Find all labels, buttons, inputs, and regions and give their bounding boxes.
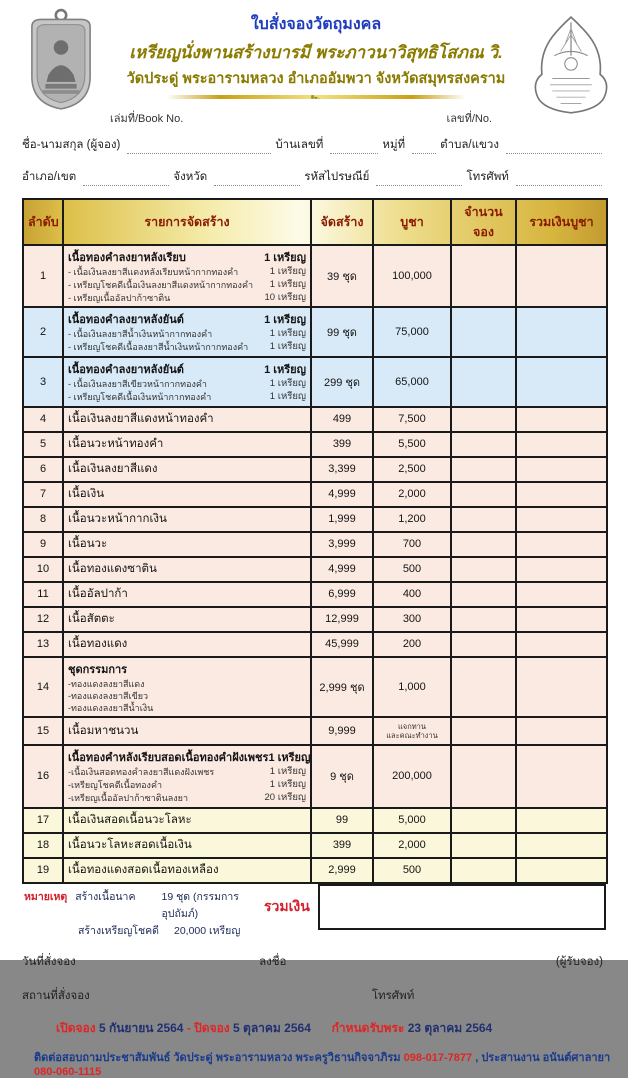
row-made-cell: 499 — [311, 407, 373, 432]
row-made-cell: 299 ชุด — [311, 357, 373, 407]
sub-item-name: - เหรียญโชคดีเนื้อเงินหน้ากากทองคำ — [68, 391, 212, 402]
remark-line2-right: 20,000 เหรียญ — [174, 924, 241, 937]
row-made-cell: 9,999 — [311, 717, 373, 745]
row-made-cell: 99 ชุด — [311, 307, 373, 357]
order-table — [22, 198, 608, 884]
table-row — [23, 532, 607, 557]
item-title-line — [68, 248, 306, 266]
item-sub-line — [68, 779, 306, 792]
row-no-cell: 18 — [23, 833, 63, 858]
item-title: เนื้อทองแดง — [68, 638, 128, 651]
item-title: เนื้อเงิน — [68, 488, 105, 501]
row-total-cell — [516, 582, 607, 607]
sub-item-qty: 1 เหรียญ — [269, 378, 306, 390]
row-item-cell — [63, 808, 311, 833]
row-qty-order-cell — [451, 808, 516, 833]
row-price-cell: 75,000 — [373, 307, 451, 357]
temple-title: วัดประดู่ พระอารามหลวง อำเภออัมพวา จังหวัดสมุทรสงคราม — [126, 71, 506, 87]
receive-value: 23 ตุลาคม 2564 — [407, 1020, 493, 1035]
row-price-cell: 7,500 — [373, 407, 451, 432]
row-total-cell — [516, 507, 607, 532]
row-no-cell: 15 — [23, 717, 63, 745]
item-title-line — [68, 310, 306, 328]
place-line — [0, 987, 628, 1005]
house-no-field — [330, 141, 378, 154]
row-total-cell — [516, 657, 607, 717]
table-row — [23, 657, 607, 717]
item-sub-line — [68, 702, 306, 714]
total-amount-box — [318, 884, 606, 930]
dash: - — [186, 1020, 191, 1035]
row-qty-order-cell — [451, 858, 516, 883]
no-label: เลขที่/No. — [446, 113, 492, 125]
row-price-cell: 1,000 — [373, 657, 451, 717]
item-sub-line — [68, 266, 306, 279]
row-total-cell — [516, 307, 607, 357]
row-no-cell: 2 — [23, 307, 63, 357]
row-item-cell — [63, 607, 311, 632]
contact-text-1: ติดต่อสอบถามประชาสัมพันธ์ วัดประดู่ พระอารามหลวง พระครูวิธานกิจจาภิรม — [34, 1051, 401, 1064]
row-qty-order-cell — [451, 457, 516, 482]
row-made-cell: 4,999 — [311, 482, 373, 507]
item-title: เนื้อเงินลงยาสีแดง — [68, 463, 158, 476]
row-no-cell: 17 — [23, 808, 63, 833]
col-header-item: รายการจัดสร้าง — [63, 199, 311, 245]
house-no-label: บ้านเลขที่ — [275, 139, 324, 151]
item-sub-line — [68, 341, 306, 354]
row-made-cell: 399 — [311, 833, 373, 858]
sub-item-qty: 20 เหรียญ — [264, 791, 306, 803]
sub-item-name: -เนื้อเงินสอดทองคำลงยาสีแดงฝังเพชร — [68, 767, 215, 778]
row-price-cell — [373, 717, 451, 745]
row-no-cell: 19 — [23, 858, 63, 883]
contact-phone-2: 080-060-1115 — [34, 1065, 102, 1078]
row-price-cell: 300 — [373, 607, 451, 632]
subdistrict-field — [506, 141, 602, 154]
row-item-cell — [63, 858, 311, 883]
table-row — [23, 482, 607, 507]
total-section — [22, 884, 606, 939]
table-row — [23, 717, 607, 745]
sub-item-qty: 1 เหรียญ — [269, 341, 306, 353]
sub-item-name: -เหรียญเนื้ออัลปาก้าซาตินลงยา — [68, 792, 189, 803]
row-item-cell — [63, 582, 311, 607]
price-note-line: และคณะทำงาน — [386, 731, 438, 741]
row-no-cell: 8 — [23, 507, 63, 532]
item-title: เนื้อเงินสอดเนื้อนวะโลหะ — [68, 814, 192, 827]
order-place-field — [97, 992, 368, 1005]
item-title: เนื้อทองคำลงยาหลังเรียบ — [68, 252, 186, 264]
row-no-cell: 4 — [23, 407, 63, 432]
table-row — [23, 457, 607, 482]
item-sub-line — [68, 279, 306, 292]
row-item-cell — [63, 457, 311, 482]
row-no-cell: 3 — [23, 357, 63, 407]
total-label: รวมเงิน — [264, 897, 310, 914]
row-total-cell — [516, 858, 607, 883]
sub-item-qty: 1 เหรียญ — [269, 766, 306, 778]
row-made-cell: 6,999 — [311, 582, 373, 607]
row-made-cell: 12,999 — [311, 607, 373, 632]
table-row — [23, 507, 607, 532]
item-title-qty: 1 เหรียญ — [264, 364, 306, 377]
order-table-body — [23, 245, 607, 883]
postcode-label: รหัสไปรษณีย์ — [304, 171, 370, 183]
row-price-cell: 100,000 — [373, 245, 451, 307]
table-row — [23, 582, 607, 607]
row-qty-order-cell — [451, 407, 516, 432]
row-qty-order-cell — [451, 717, 516, 745]
item-title: ชุดกรรมการ — [68, 663, 128, 676]
row-no-cell: 7 — [23, 482, 63, 507]
sub-item-name: - เนื้อเงินลงยาสีเขียวหน้ากากทองคำ — [68, 379, 207, 390]
row-item-cell — [63, 632, 311, 657]
open-value: 5 กันยายน 2564 — [98, 1020, 184, 1035]
province-label: จังหวัด — [173, 171, 208, 183]
row-qty-order-cell — [451, 482, 516, 507]
moo-field — [412, 141, 436, 154]
order-table-header — [23, 199, 607, 245]
item-sub-line — [68, 690, 306, 702]
row-item-cell — [63, 245, 311, 307]
signer-label: (ผู้รับจอง) — [555, 955, 603, 968]
row-total-cell — [516, 632, 607, 657]
col-header-total: รวมเงินบูชา — [516, 199, 607, 245]
item-title-line — [68, 360, 306, 378]
schedule-line — [56, 1019, 628, 1038]
row-no-cell: 10 — [23, 557, 63, 582]
row-qty-order-cell — [451, 607, 516, 632]
row-total-cell — [516, 245, 607, 307]
sub-item-qty: 1 เหรียญ — [269, 278, 306, 290]
table-row — [23, 632, 607, 657]
item-title-line — [68, 660, 306, 678]
row-price-cell: 5,500 — [373, 432, 451, 457]
item-title: เนื้อมหาชนวน — [68, 725, 139, 738]
row-item-cell — [63, 745, 311, 807]
item-sub-line — [68, 391, 306, 404]
item-title: เนื้อทองคำลงยาหลังยันต์ — [68, 314, 184, 327]
row-made-cell: 2,999 ชุด — [311, 657, 373, 717]
contact-phone-label: โทรศัพท์ — [371, 989, 415, 1002]
table-row — [23, 745, 607, 807]
row-item-cell — [63, 532, 311, 557]
row-item-cell — [63, 557, 311, 582]
sub-item-name: -ทองแดงลงยาสีแดง — [68, 678, 145, 689]
row-no-cell: 1 — [23, 245, 63, 307]
receive-label: กำหนดรับพระ — [331, 1020, 405, 1035]
row-item-cell — [63, 657, 311, 717]
col-header-made: จัดสร้าง — [311, 199, 373, 245]
contact-phone-1: 098-017-7877 — [403, 1051, 473, 1064]
header-titles — [104, 8, 528, 125]
row-item-cell — [63, 407, 311, 432]
remark-label: หมายเหตุ — [24, 890, 68, 903]
table-row — [23, 432, 607, 457]
row-qty-order-cell — [451, 632, 516, 657]
item-title: เนื้อนวะหน้าทองคำ — [68, 438, 164, 451]
item-sub-line — [68, 378, 306, 391]
row-price-cell: 500 — [373, 858, 451, 883]
name-field — [127, 141, 271, 154]
sub-item-qty: 1 เหรียญ — [269, 778, 306, 790]
gold-divider — [166, 92, 466, 101]
phone-label: โทรศัพท์ — [466, 171, 509, 183]
table-row — [23, 557, 607, 582]
row-total-cell — [516, 808, 607, 833]
sub-item-name: - เนื้อเงินลงยาสีแดงหลังเรียบหน้ากากทองคำ — [68, 267, 239, 277]
sub-item-name: -เหรียญโชคดีเนื้อทองคำ — [68, 779, 163, 790]
item-title: เนื้อสัตตะ — [68, 613, 115, 626]
close-label: ปิดจอง — [194, 1020, 230, 1035]
row-qty-order-cell — [451, 245, 516, 307]
sign-field — [293, 958, 551, 971]
row-no-cell: 13 — [23, 632, 63, 657]
row-total-cell — [516, 833, 607, 858]
item-title-line — [68, 748, 311, 766]
phone-field — [516, 173, 602, 186]
book-number-line — [104, 109, 528, 127]
order-date-field — [83, 958, 255, 971]
row-item-cell — [63, 307, 311, 357]
row-made-cell: 3,999 — [311, 532, 373, 557]
row-price-cell: 2,000 — [373, 833, 451, 858]
item-sub-line — [68, 328, 306, 341]
item-title: เนื้อเงินลงยาสีแดงหน้าทองคำ — [68, 413, 214, 426]
row-total-cell — [516, 532, 607, 557]
row-item-cell — [63, 432, 311, 457]
row-total-cell — [516, 357, 607, 407]
row-item-cell — [63, 357, 311, 407]
row-price-cell: 2,000 — [373, 482, 451, 507]
sub-item-qty: 1 เหรียญ — [269, 390, 306, 402]
sign-label: ลงชื่อ — [259, 955, 287, 968]
sub-item-name: - เหรียญโชคดีเนื้อเงินลงยาสีแดงหน้ากากทองคำ — [68, 279, 254, 290]
sub-item-name: -ทองแดงลงยาสีน้ำเงิน — [68, 702, 154, 713]
item-sub-line — [68, 678, 306, 690]
sub-item-name: - เหรียญโชคดีเนื้อลงยาสีน้ำเงินหน้ากากทองคำ — [68, 342, 249, 353]
col-header-qty-order: จำนวนจอง — [451, 199, 516, 245]
remark-block — [22, 884, 264, 939]
row-item-cell — [63, 507, 311, 532]
row-qty-order-cell — [451, 307, 516, 357]
row-made-cell: 399 — [311, 432, 373, 457]
item-title: เนื้อนวะ — [68, 538, 108, 551]
row-made-cell: 45,999 — [311, 632, 373, 657]
table-row — [23, 357, 607, 407]
row-qty-order-cell — [451, 432, 516, 457]
name-label: ชื่อ-นามสกุล (ผู้จอง) — [22, 139, 121, 151]
contact-phone-field — [421, 992, 602, 1005]
row-made-cell: 3,399 — [311, 457, 373, 482]
row-qty-order-cell — [451, 357, 516, 407]
row-total-cell — [516, 717, 607, 745]
remark-line2-left: สร้างเหรียญโชคดี — [78, 924, 159, 937]
table-row — [23, 407, 607, 432]
sub-item-qty: 1 เหรียญ — [269, 266, 306, 277]
sub-item-name: - เหรียญเนื้ออัลปาก้าซาติน — [68, 292, 171, 303]
row-item-cell — [63, 833, 311, 858]
contact-separator: , — [475, 1051, 482, 1064]
table-row — [23, 307, 607, 357]
row-item-cell — [63, 717, 311, 745]
item-title-qty: 1 เหรียญ — [268, 752, 311, 765]
row-no-cell: 14 — [23, 657, 63, 717]
row-qty-order-cell — [451, 532, 516, 557]
price-note-line: แจกทาน — [397, 721, 427, 731]
page-title: ใบสั่งจองวัตถุมงคล — [250, 16, 382, 33]
row-total-cell — [516, 607, 607, 632]
row-made-cell: 39 ชุด — [311, 245, 373, 307]
contact-line — [34, 1048, 628, 1078]
applicant-line — [0, 136, 628, 154]
row-price-cell: 500 — [373, 557, 451, 582]
item-title: เนื้อทองแดงสอดเนื้อทองเหลือง — [68, 864, 219, 877]
moo-label: หมู่ที่ — [382, 139, 406, 151]
row-qty-order-cell — [451, 557, 516, 582]
row-made-cell: 1,999 — [311, 507, 373, 532]
open-label: เปิดจอง — [56, 1020, 96, 1035]
contact-text-2: ประสานงาน อนันต์ศาลายา — [481, 1051, 611, 1064]
table-row — [23, 607, 607, 632]
row-qty-order-cell — [451, 745, 516, 807]
address-line — [0, 168, 628, 186]
item-title: เนื้อนวะโลหะสอดเนื้อเงิน — [68, 839, 192, 852]
signature-line — [0, 953, 628, 971]
row-qty-order-cell — [451, 833, 516, 858]
table-row — [23, 245, 607, 307]
row-qty-order-cell — [451, 507, 516, 532]
amulet-title: เหรียญนั่งพานสร้างบารมี พระภาวนาวิสุทธิโสภณ วิ. — [129, 43, 503, 62]
row-item-cell — [63, 482, 311, 507]
row-no-cell: 9 — [23, 532, 63, 557]
row-qty-order-cell — [451, 582, 516, 607]
row-no-cell: 12 — [23, 607, 63, 632]
item-title: เนื้อทองคำหลังเรียบสอดเนื้อทองคำฝังเพชร — [68, 752, 269, 765]
row-price-cell: 200,000 — [373, 745, 451, 807]
close-value: 5 ตุลาคม 2564 — [233, 1020, 311, 1035]
divider-ornament-icon: ๛ — [310, 92, 322, 101]
province-field — [214, 173, 300, 186]
col-header-no: ลำดับ — [23, 199, 63, 245]
amulet-photo — [18, 8, 104, 112]
item-title: เนื้อนวะหน้ากากเงิน — [68, 513, 167, 526]
row-price-cell: 65,000 — [373, 357, 451, 407]
order-place-label: สถานที่สั่งจอง — [22, 989, 90, 1002]
district-field — [83, 173, 169, 186]
row-no-cell: 16 — [23, 745, 63, 807]
row-qty-order-cell — [451, 657, 516, 717]
row-price-cell: 5,000 — [373, 808, 451, 833]
table-row — [23, 808, 607, 833]
table-row — [23, 833, 607, 858]
row-no-cell: 5 — [23, 432, 63, 457]
item-title-qty: 1 เหรียญ — [264, 314, 306, 327]
sub-item-name: -ทองแดงลงยาสีเขียว — [68, 690, 149, 701]
row-total-cell — [516, 482, 607, 507]
item-title: เนื้อทองแดงซาติน — [68, 563, 157, 576]
row-total-cell — [516, 457, 607, 482]
remark-line1-left: สร้างเนื้อนาค — [75, 890, 136, 903]
table-row — [23, 858, 607, 883]
row-total-cell — [516, 407, 607, 432]
subdistrict-label: ตำบล/แขวง — [440, 139, 499, 151]
sub-item-qty: 10 เหรียญ — [264, 291, 306, 303]
row-price-cell: 200 — [373, 632, 451, 657]
item-title: เนื้ออัลปาก้า — [68, 588, 128, 601]
item-title-qty: 1 เหรียญ — [264, 252, 306, 264]
item-sub-line — [68, 766, 306, 779]
row-total-cell — [516, 745, 607, 807]
item-title: เนื้อทองคำลงยาหลังยันต์ — [68, 364, 184, 377]
sub-item-qty: 1 เหรียญ — [269, 328, 306, 340]
row-made-cell: 99 — [311, 808, 373, 833]
row-price-cell: 700 — [373, 532, 451, 557]
row-price-cell: 1,200 — [373, 507, 451, 532]
row-total-cell — [516, 557, 607, 582]
row-no-cell: 6 — [23, 457, 63, 482]
item-sub-line — [68, 792, 306, 805]
district-label: อำเภอ/เขต — [22, 171, 77, 183]
row-no-cell: 11 — [23, 582, 63, 607]
book-no-label: เล่มที่/Book No. — [110, 113, 184, 125]
row-made-cell: 9 ชุด — [311, 745, 373, 807]
col-header-price: บูชา — [373, 199, 451, 245]
item-sub-line — [68, 292, 306, 305]
row-price-cell: 400 — [373, 582, 451, 607]
sub-item-name: - เนื้อเงินลงยาสีน้ำเงินหน้ากากทองคำ — [68, 329, 213, 340]
remark-line1-right: 19 ชุด (กรรมการอุปถัมภ์) — [161, 890, 239, 920]
row-price-cell: 2,500 — [373, 457, 451, 482]
row-made-cell: 4,999 — [311, 557, 373, 582]
row-total-cell — [516, 432, 607, 457]
order-date-label: วันที่สั่งจอง — [22, 955, 76, 968]
row-made-cell: 2,999 — [311, 858, 373, 883]
temple-seal — [528, 14, 614, 118]
header — [0, 0, 628, 125]
postcode-field — [376, 173, 462, 186]
